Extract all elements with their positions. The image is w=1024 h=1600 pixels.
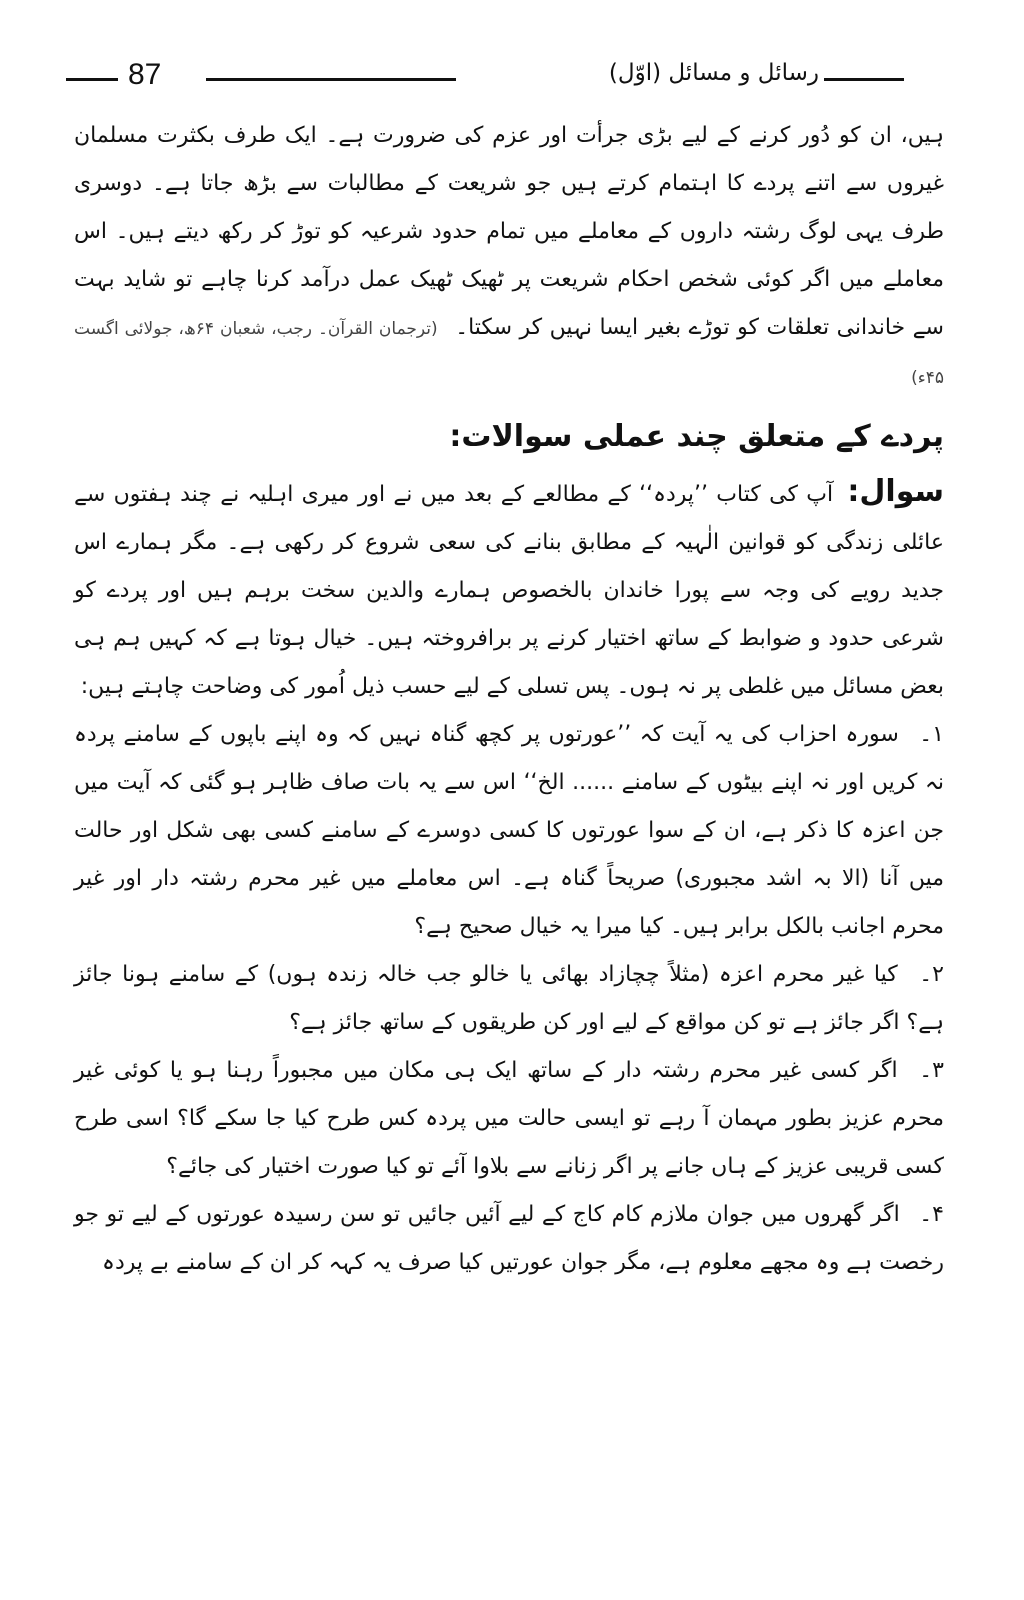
- header-rule-left: [66, 78, 118, 81]
- point-text: کیا غیر محرم اعزہ (مثلاً چچازاد بھائی یا خالو جب خالہ زندہ ہوں) کے سامنے ہونا جائز ہے؟ اگر جائز ہے تو کن مواقع کے لیے اور کن طریقوں کے ساتھ جائز ہے؟: [74, 962, 944, 1035]
- citation: (ترجمان القرآن۔ رجب، شعبان ۶۴ھ، جولائی اگست ۴۵ء): [74, 319, 944, 388]
- running-title: رسائل و مسائل (اوّل): [608, 60, 819, 86]
- point-item: [74, 1191, 944, 1287]
- point-item: [74, 1047, 944, 1191]
- question-paragraph: [74, 468, 944, 711]
- header-rule-right: [824, 78, 904, 81]
- point-text: اگر کسی غیر محرم رشتہ دار کے ساتھ ایک ہی مکان میں مجبوراً رہنا ہو یا کوئی غیر محرم عزیز بطور مہمان آ رہے تو ایسی حالت میں پردہ کس طرح کیا جا سکے گا؟ اسی طرح کسی قریبی عزیز کے ہاں جانے پر اگر زنانے سے بلاوا آئے تو کیا صورت اختیار کی جائے؟: [74, 1058, 944, 1179]
- page-body: [74, 112, 944, 1287]
- point-number: ۴۔: [919, 1202, 944, 1227]
- page-number: 87: [128, 58, 162, 91]
- point-number: ۳۔: [919, 1058, 944, 1083]
- question-text: آپ کی کتاب ’’پردہ‘‘ کے مطالعے کے بعد میں نے اور میری اہلیہ نے چند ہفتوں سے عائلی زندگی کو قوانین الٰہیہ کے مطابق بنانے کی سعی شروع کر رکھی ہے۔ مگر ہمارے اس جدید رویے کی وجہ سے پورا خاندان بالخصوص ہمارے والدین سخت برہم ہیں اور پردے کو شرعی حدود و ضوابط کے ساتھ اختیار کرنے پر برافروختہ ہیں۔ خیال ہوتا ہے کہ کہیں ہم ہی بعض مسائل میں غلطی پر نہ ہوں۔ پس تسلی کے لیے حسب ذیل اُمور کی وضاحت چاہتے ہیں:: [74, 482, 944, 699]
- page-header: [0, 58, 1024, 98]
- section-heading: پردے کے متعلق چند عملی سوالات:: [449, 419, 944, 454]
- point-item: [74, 951, 944, 1047]
- intro-paragraph: [74, 112, 944, 402]
- point-item: [74, 711, 944, 951]
- question-label: سوال:: [847, 474, 945, 509]
- point-number: ۲۔: [919, 962, 944, 987]
- point-text: اگر گھروں میں جوان ملازم کام کاج کے لیے آئیں جائیں تو سن رسیدہ عورتوں کے لیے تو جو رخصت ہے وہ مجھے معلوم ہے، مگر جوان عورتیں کیا صرف یہ کہہ کر ان کے سامنے بے پردہ: [74, 1202, 944, 1275]
- point-text: سورہ احزاب کی یہ آیت کہ ’’عورتوں پر کچھ گناہ نہیں کہ وہ اپنے باپوں کے سامنے پردہ نہ کریں اور نہ اپنے بیٹوں کے سامنے ...... الخ‘‘ اس سے یہ بات صاف ظاہر ہو گئی کہ آیت میں جن اعزہ کا ذکر ہے، ان کے سوا عورتوں کا کسی دوسرے کے سامنے کسی بھی شکل اور حالت میں آنا (الا بہ اشد مجبوری) صریحاً گناہ ہے۔ اس معاملے میں غیر محرم رشتہ دار اور غیر محرم اجانب بالکل برابر ہیں۔ کیا میرا یہ خیال صحیح ہے؟: [74, 722, 944, 939]
- point-number: ۱۔: [919, 722, 944, 747]
- header-rule-middle: [206, 78, 456, 81]
- intro-text: ہیں، ان کو دُور کرنے کے لیے بڑی جرأت اور عزم کی ضرورت ہے۔ ایک طرف بکثرت مسلمان غیروں سے اتنے پردے کا اہتمام کرتے ہیں جو شریعت کے مطالبات سے بڑھ جاتا ہے۔ دوسری طرف یہی لوگ رشتہ داروں کے معاملے میں تمام حدود شرعیہ کو توڑ کر رکھ دیتے ہیں۔ اس معاملے میں اگر کوئی شخص احکام شریعت پر ٹھیک ٹھیک عمل درآمد کرنا چاہے تو شاید بہت سے خاندانی تعلقات کو توڑے بغیر ایسا نہیں کر سکتا۔: [74, 123, 944, 340]
